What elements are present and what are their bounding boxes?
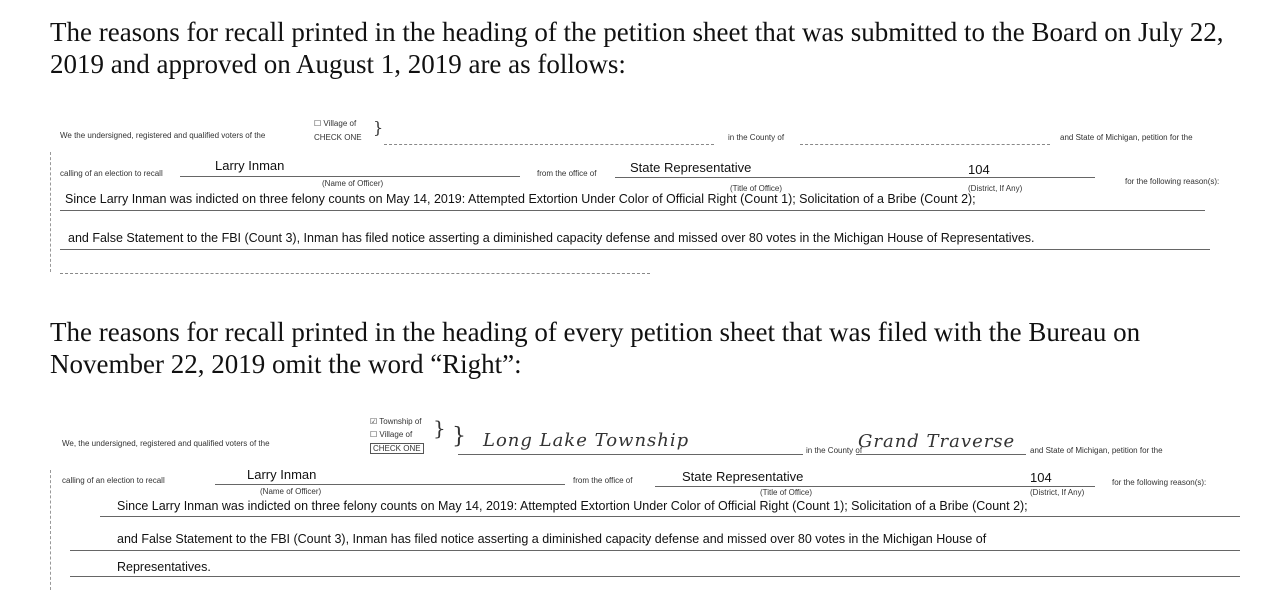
form1-district-caption: (District, If Any): [968, 184, 1023, 193]
form2-brace-icon: }: [433, 416, 446, 440]
form2-reason-line-1: Since Larry Inman was indicted on three felony counts on May 14, 2019: Attempted Extortion Under Color of Official Right (Count 1); Solicitation of a Bribe (Count 2);: [117, 499, 1028, 513]
form1-reason-underline-1: [60, 210, 1205, 211]
form1-district: 104: [968, 162, 990, 177]
form2-name-line: [215, 484, 565, 485]
form2-intro: We, the undersigned, registered and qualified voters of the: [62, 439, 270, 448]
form2-office-line: [655, 486, 1095, 487]
form2-township-line: [458, 454, 803, 455]
form1-reason-underline-3: [60, 273, 650, 274]
form1-check-one: CHECK ONE: [314, 133, 362, 142]
form2-handwritten-county: Grand Traverse: [858, 431, 1016, 452]
form2-title-caption: (Title of Office): [760, 488, 813, 497]
form1-reason-underline-2: [60, 249, 1210, 250]
form1-official-name: Larry Inman: [215, 158, 285, 173]
form1-intro: We the undersigned, registered and qualified voters of the: [60, 131, 266, 140]
form2-checkbox-village: ☐ Village of: [370, 430, 413, 439]
form2-checkbox-township: ☑ Township of: [370, 417, 422, 426]
form2-district-caption: (District, If Any): [1030, 488, 1085, 497]
form2-from-office-label: from the office of: [573, 476, 633, 485]
form1-office-title: State Representative: [630, 160, 752, 175]
form2-calling-label: calling of an election to recall: [62, 476, 165, 485]
form1-brace-icon: }: [373, 118, 384, 137]
form2-margin-line: [50, 470, 51, 590]
form1-reason-line-1: Since Larry Inman was indicted on three felony counts on May 14, 2019: Attempted Extortion Under Color of Official Right (Count 1); Solicitation of a Bribe (Count 2);: [65, 192, 976, 206]
form2-name-caption: (Name of Officer): [260, 487, 322, 496]
form1-title-caption: (Title of Office): [730, 184, 783, 193]
form2-reason-underline-1: [100, 516, 1240, 517]
form2-district: 104: [1030, 470, 1052, 485]
form1-checkbox-village: ☐ Village of: [314, 119, 357, 128]
form1-county-label: in the County of: [728, 133, 785, 142]
form1-calling-label: calling of an election to recall: [60, 169, 163, 178]
form1-township-line: [384, 144, 714, 145]
intro-paragraph-1: The reasons for recall printed in the heading of the petition sheet that was submitted to the Board on July 22, 2019 and approved on August 1, 2019 are as follows:: [50, 17, 1224, 79]
form2-handwritten-township: Long Lake Township: [483, 430, 690, 451]
petition-heading-1: [0, 100, 1284, 290]
form2-state-label: and State of Michigan, petition for the: [1030, 446, 1163, 455]
form2-check-one: CHECK ONE: [370, 443, 424, 454]
form1-from-office-label: from the office of: [537, 169, 597, 178]
form1-name-caption: (Name of Officer): [322, 179, 384, 188]
form2-reason-line-2: and False Statement to the FBI (Count 3), Inman has filed notice asserting a diminished capacity defense and missed over 80 votes in the Michigan House of: [117, 532, 987, 546]
form1-name-line: [180, 176, 520, 177]
form2-following-label: for the following reason(s):: [1112, 478, 1207, 487]
form2-county-line: [856, 454, 1026, 455]
form2-reason-line-3: Representatives.: [117, 560, 211, 574]
form1-county-line: [800, 144, 1050, 145]
intro-paragraph-2: The reasons for recall printed in the heading of every petition sheet that was filed with the Bureau on November 22, 2019 omit the word “Right”:: [50, 317, 1141, 379]
form1-following-label: for the following reason(s):: [1125, 177, 1220, 186]
form2-official-name: Larry Inman: [247, 467, 317, 482]
form2-brace-icon-2: }: [452, 424, 466, 449]
form1-margin-line: [50, 152, 51, 272]
form1-office-line: [615, 177, 1095, 178]
form2-office-title: State Representative: [682, 469, 804, 484]
form2-reason-underline-3: [70, 576, 1240, 577]
form1-reason-line-2: and False Statement to the FBI (Count 3), Inman has filed notice asserting a diminished capacity defense and missed over 80 votes in the Michigan House of Representatives.: [68, 231, 1035, 245]
petition-heading-2: [0, 410, 1284, 594]
form2-reason-underline-2: [70, 550, 1240, 551]
form1-state-label: and State of Michigan, petition for the: [1060, 133, 1193, 142]
form2-county-label: in the County of: [806, 446, 863, 455]
